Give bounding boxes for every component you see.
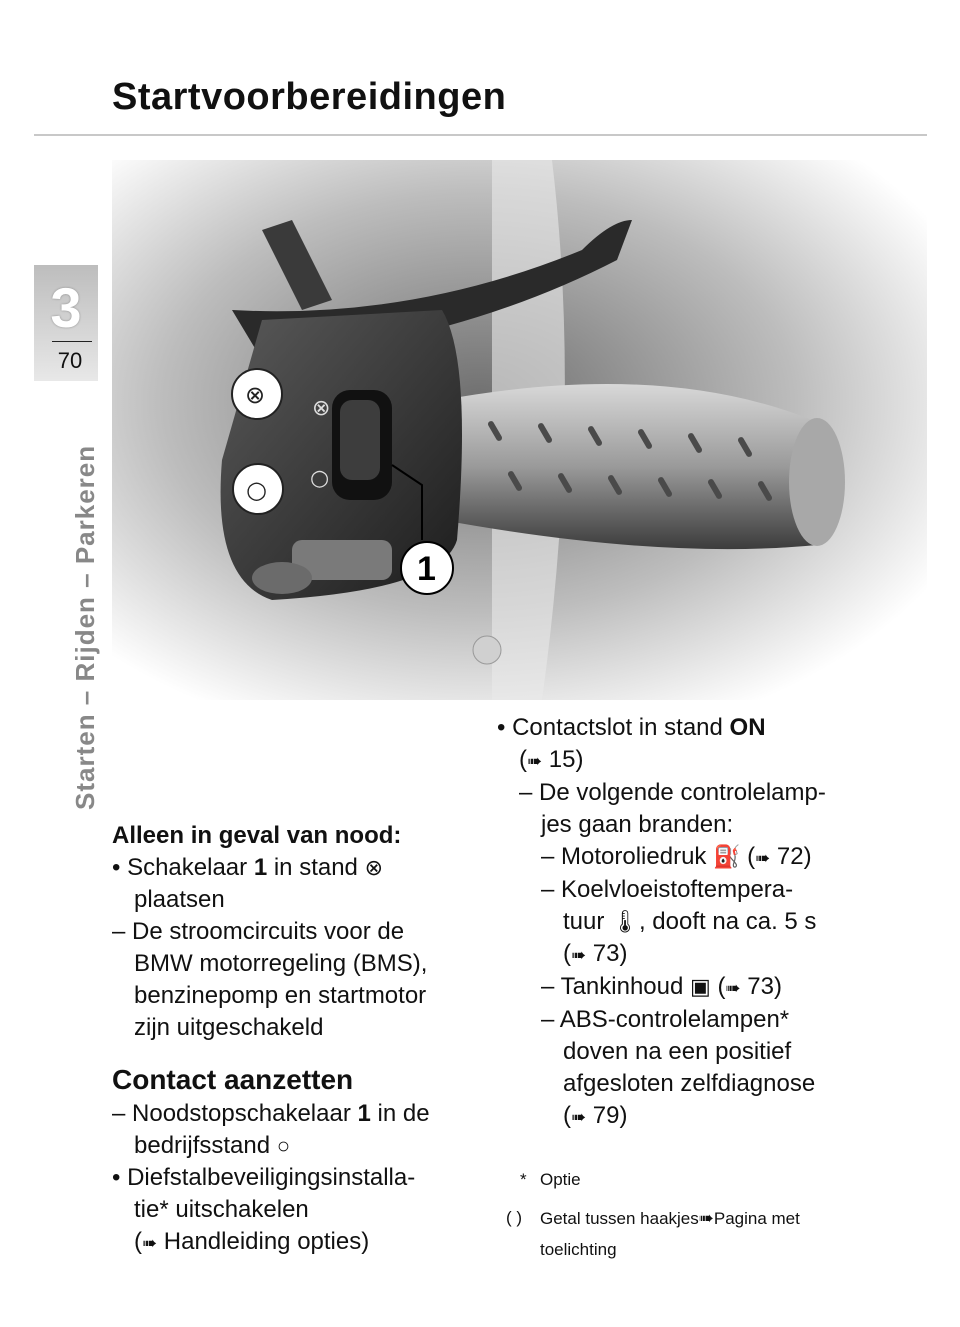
side-tab-label: Starten – Rijden – Parkeren	[70, 444, 100, 810]
coolant-ref: (➠ 73)	[563, 940, 628, 967]
oil-can-icon: ⛽	[713, 844, 741, 869]
reference-arrow-icon: ➠	[755, 848, 771, 868]
right-column	[497, 712, 877, 1133]
svg-text:⊗: ⊗	[245, 381, 266, 409]
emergency-heading: Alleen in geval van nood:	[112, 822, 402, 849]
tank-item: – Tankinhoud ▣ (➠ 73)	[497, 971, 877, 1004]
abs-item-l2: doven na een positief	[563, 1038, 792, 1065]
dash-emergency-switch: – Noodstopschakelaar 1 in de	[112, 1100, 430, 1127]
svg-text:○: ○	[246, 476, 267, 504]
thermometer-icon: 🌡	[611, 909, 639, 934]
bullet-antitheft-l2: tie* uitschakelen	[134, 1196, 309, 1223]
abs-item-l1: – ABS-controlelampen*	[541, 1006, 790, 1033]
ref-15: (➠ 15)	[519, 746, 584, 773]
reference-arrow-icon: ➠	[698, 1208, 714, 1228]
dash-circuits-l1: – De stroomcircuits voor de	[112, 918, 405, 945]
run-icon: ○	[276, 1133, 291, 1158]
bullet-antitheft-l3: (➠ Handleiding opties)	[134, 1228, 370, 1255]
header-rule	[34, 134, 927, 136]
footnote-star-text: Optie	[540, 1170, 581, 1189]
left-column	[112, 820, 467, 1259]
dash-circuits-l3: benzinepomp en startmotor	[134, 982, 427, 1009]
footnote-paren-text: Getal tussen haakjes➠Pagina met	[540, 1208, 800, 1228]
bullet-switch-stop: • Schakelaar 1 in stand ⊗	[112, 852, 467, 884]
dash-emergency-switch-cont: bedrijfsstand ○	[112, 1130, 467, 1162]
reference-arrow-icon: ➠	[527, 751, 543, 771]
bullet-antitheft-l1: • Diefstalbeveiligingsinstalla-	[112, 1164, 416, 1191]
svg-text:⊗: ⊗	[312, 396, 331, 421]
footnote-star-mark: *	[520, 1170, 527, 1189]
svg-text:○: ○	[310, 466, 330, 491]
handlebar-switch-photo	[112, 160, 927, 700]
bullet-switch-stop-cont: plaatsen	[134, 886, 225, 913]
dash-lamps-l2: jes gaan branden:	[541, 811, 734, 838]
dash-circuits-l4: zijn uitgeschakeld	[134, 1014, 324, 1041]
reference-arrow-icon: ➠	[142, 1233, 158, 1253]
reference-arrow-icon: ➠	[571, 1107, 587, 1127]
stop-icon: ⊗	[364, 855, 384, 880]
oil-pressure-item: – Motoroliedruk ⛽ (➠ 72)	[497, 841, 877, 874]
coolant-item-l2: tuur 🌡, dooft na ca. 5 s	[497, 906, 877, 938]
fuel-gauge-icon: ▣	[690, 974, 711, 999]
chapter-divider	[52, 341, 92, 342]
coolant-item-l1: – Koelvloeistoftempera-	[541, 876, 794, 903]
footnote-paren-mark: ( )	[506, 1208, 523, 1227]
dash-circuits-l2: BMW motorregeling (BMS),	[134, 950, 428, 977]
footnote-paren-text-cont: toelichting	[540, 1240, 617, 1259]
page-number: 70	[57, 348, 83, 373]
abs-item-l3: afgesloten zelfdiagnose	[563, 1070, 816, 1097]
callout-number: 1	[417, 550, 436, 588]
abs-ref: (➠ 79)	[563, 1102, 628, 1129]
contact-heading: Contact aanzetten	[112, 1064, 354, 1095]
dash-lamps-l1: – De volgende controlelamp-	[519, 779, 826, 806]
bullet-ignition: • Contactslot in stand ON	[497, 714, 766, 741]
reference-arrow-icon: ➠	[571, 945, 587, 965]
chapter-number: 3	[50, 276, 82, 339]
reference-arrow-icon: ➠	[725, 978, 741, 998]
page-title: Startvoorbereidingen	[112, 76, 507, 118]
